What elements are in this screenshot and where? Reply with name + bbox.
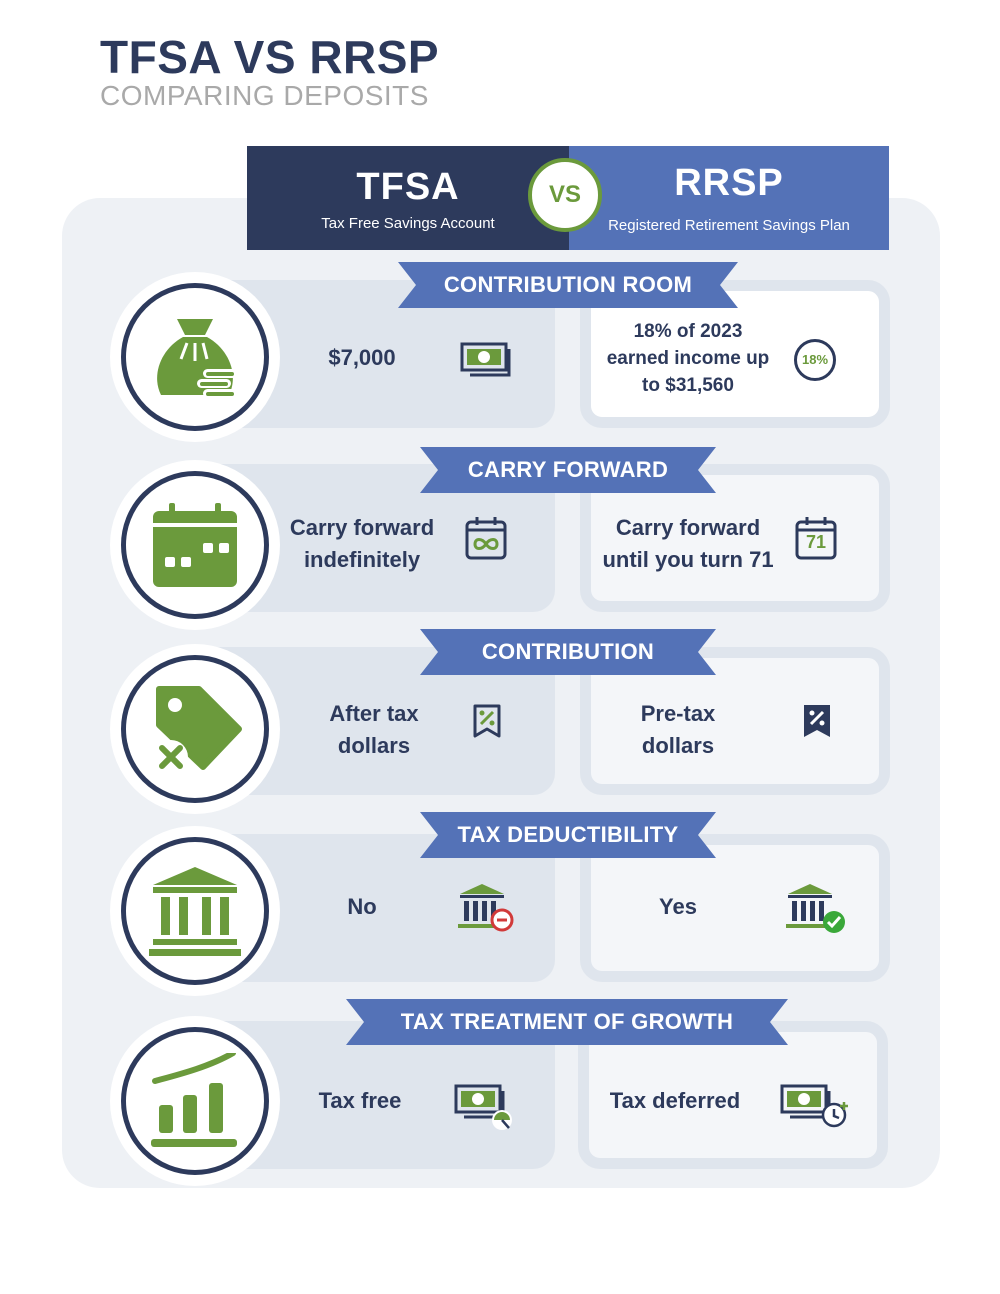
- tfsa-value: [272, 512, 452, 576]
- rrsp-line: Pre-tax: [640, 701, 716, 726]
- cash-icon: [460, 340, 512, 380]
- tfsa-line: Carry forward: [289, 515, 435, 540]
- rrsp-value: Tax deferred: [609, 1088, 741, 1113]
- money-bag-icon: [147, 309, 243, 405]
- rrsp-header: [569, 146, 889, 250]
- row-label-text: CARRY FORWARD: [467, 457, 669, 482]
- calendar-icon: [147, 497, 243, 593]
- row-label-text: TAX DEDUCTIBILITY: [457, 822, 679, 847]
- tfsa-value: No: [347, 894, 377, 919]
- percent-circle-icon: 18%: [794, 339, 836, 381]
- calendar-infinity-icon: [464, 515, 508, 561]
- rrsp-line: until you turn 71: [602, 547, 774, 572]
- page-title: TFSA VS RRSP: [100, 31, 440, 83]
- rrsp-line: earned income up: [606, 348, 770, 369]
- rrsp-line: to $31,560: [642, 375, 734, 396]
- row-label-text: CONTRIBUTION ROOM: [443, 272, 693, 297]
- row-label-contribution: [420, 629, 716, 675]
- rrsp-value: Yes: [659, 894, 697, 919]
- vs-badge: VS: [528, 158, 602, 232]
- tfsa-value: $7,000: [328, 345, 396, 370]
- bank-minus-icon: [456, 882, 516, 934]
- rrsp-line: 18% of 2023: [633, 321, 743, 342]
- rrsp-line: dollars: [641, 733, 715, 758]
- bank-check-icon: [784, 882, 846, 934]
- row-label-tax-deductibility: [420, 812, 716, 858]
- calendar-71-label: 71: [805, 532, 827, 552]
- cash-umbrella-icon: [454, 1082, 514, 1132]
- rrsp-value: [592, 512, 784, 576]
- tax-receipt-filled-icon: [802, 703, 832, 739]
- tfsa-value: [294, 698, 454, 762]
- row-icon-circle: [110, 272, 280, 442]
- rrsp-value: [598, 318, 778, 399]
- tfsa-line: After tax: [329, 701, 419, 726]
- tfsa-line: indefinitely: [303, 547, 421, 572]
- calendar-71-icon: [794, 515, 838, 561]
- tfsa-name: TFSA: [356, 166, 460, 208]
- row-icon-circle: [110, 1016, 280, 1186]
- row-icon-circle: [110, 826, 280, 996]
- page-subtitle: COMPARING DEPOSITS: [100, 80, 429, 111]
- tfsa-full-name: Tax Free Savings Account: [321, 215, 495, 232]
- cash-clock-icon: [780, 1082, 850, 1130]
- price-tag-x-icon: [147, 681, 243, 777]
- row-label-carry-forward: [420, 447, 716, 493]
- tfsa-line: dollars: [337, 733, 411, 758]
- rrsp-value: [598, 698, 758, 762]
- growth-chart-icon: [147, 1053, 243, 1149]
- row-label-contribution-room: [398, 262, 738, 308]
- bank-icon: [147, 863, 243, 959]
- tfsa-value: Tax free: [318, 1088, 402, 1113]
- row-label-text: TAX TREATMENT OF GROWTH: [400, 1009, 734, 1034]
- row-icon-circle: [110, 460, 280, 630]
- rrsp-name: RRSP: [674, 162, 784, 204]
- rrsp-line: Carry forward: [615, 515, 761, 540]
- tfsa-header: [247, 146, 569, 250]
- row-label-text: CONTRIBUTION: [481, 639, 655, 664]
- row-label-growth: [346, 999, 788, 1045]
- row-icon-circle: [110, 644, 280, 814]
- rrsp-full-name: Registered Retirement Savings Plan: [608, 217, 850, 234]
- tax-receipt-outline-icon: [472, 703, 502, 739]
